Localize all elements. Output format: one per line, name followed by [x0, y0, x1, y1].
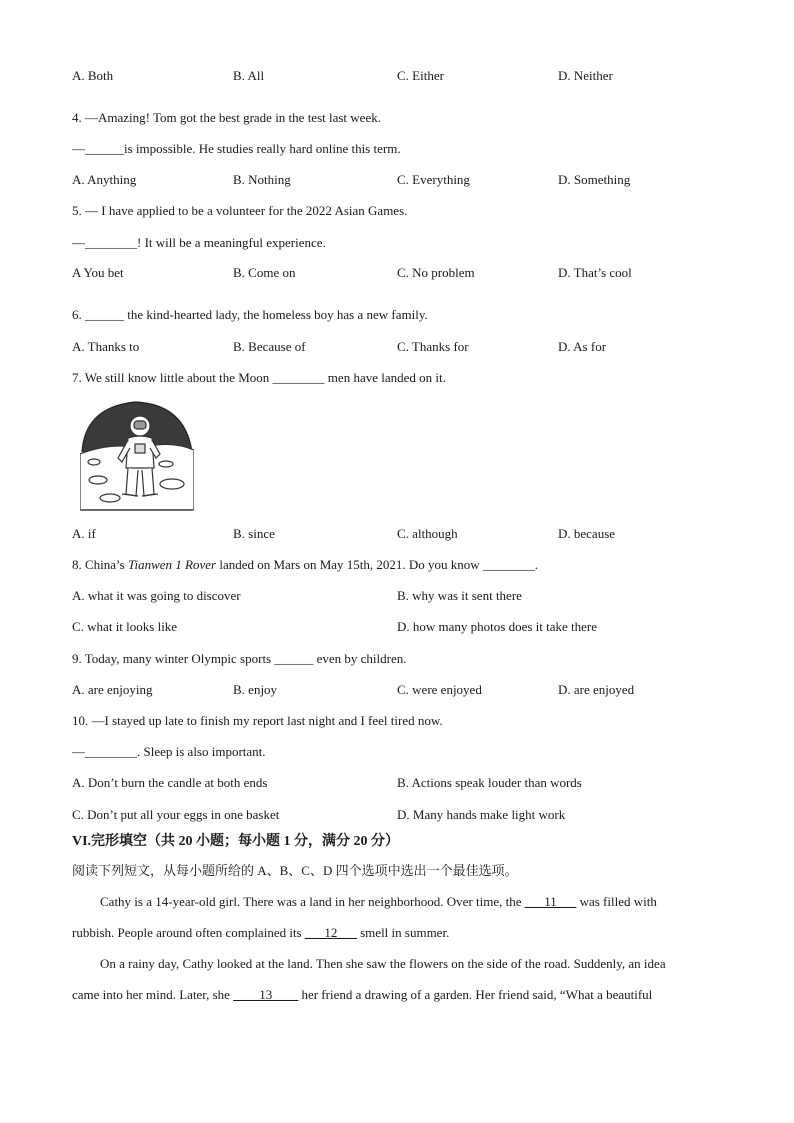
q10-option-b: B. Actions speak louder than words	[397, 775, 582, 790]
q4-option-b: B. Nothing	[233, 172, 291, 187]
passage-text-2b: came into her mind. Later, she	[72, 987, 234, 1002]
q5-option-d: D. That’s cool	[558, 265, 632, 280]
q8-stem-rover-name: Tianwen 1 Rover	[127, 557, 217, 572]
passage-line-2	[72, 925, 722, 941]
q7-option-a: A. if	[72, 526, 96, 541]
q10-stem: 10. —I stayed up late to finish my report last night and I feel tired now.	[72, 713, 443, 728]
q9-option-d: D. are enjoyed	[558, 682, 635, 697]
q10-option-c: C. Don’t put all your eggs in one basket	[72, 807, 280, 822]
q7-option-c: C. although	[397, 526, 458, 541]
q3-option-c: C. Either	[397, 68, 444, 83]
passage-text-1b: was filled with	[576, 894, 657, 909]
blank-13: ____13____	[233, 987, 299, 1002]
q8-option-a: A. what it was going to discover	[72, 588, 241, 603]
q8-stem-post: landed on Mars on May 15th, 2021. Do you know ________.	[216, 557, 539, 572]
q10-option-d: D. Many hands make light work	[397, 807, 566, 822]
q8-option-b: B. why was it sent there	[397, 588, 522, 603]
q5-option-a: A You bet	[72, 265, 124, 280]
q6-option-a: A. Thanks to	[72, 339, 140, 354]
q5-option-c: C. No problem	[397, 265, 475, 280]
q8-stem-pre: 8. China’s	[72, 557, 128, 572]
passage-line-3: On a rainy day, Cathy looked at the land. Then she saw the flowers on the side of the road. Suddenly, an idea	[100, 956, 666, 971]
q4-option-a: A. Anything	[72, 172, 137, 187]
q4-stem: 4. —Amazing! Tom got the best grade in the test last week.	[72, 110, 381, 125]
q7-option-b: B. since	[233, 526, 275, 541]
q3-option-d: D. Neither	[558, 68, 613, 83]
q7-option-d: D. because	[558, 526, 616, 541]
q9-option-a: A. are enjoying	[72, 682, 153, 697]
q5-response: —________! It will be a meaningful experience.	[72, 235, 326, 250]
q6-option-d: D. As for	[558, 339, 607, 354]
blank-11: ___11___	[524, 894, 577, 909]
q3-option-a: A. Both	[72, 68, 114, 83]
q5-option-b: B. Come on	[233, 265, 296, 280]
section-instruction: 阅读下列短文，从每小题所给的 A、B、C、D 四个选项中选出一个最佳选项。	[72, 863, 518, 878]
q6-stem: 6. ______ the kind-hearted lady, the homeless boy has a new family.	[72, 307, 428, 322]
q4-option-d: D. Something	[558, 172, 631, 187]
astronaut-on-moon-icon	[80, 392, 194, 512]
blank-12: ___12___	[304, 925, 357, 940]
q6-option-b: B. Because of	[233, 339, 306, 354]
passage-text-1d: smell in summer.	[356, 925, 450, 940]
section-heading: VI.完形填空（共 20 小题；每小题 1 分，满分 20 分）	[72, 834, 400, 849]
q4-option-c: C. Everything	[397, 172, 470, 187]
q8-option-c: C. what it looks like	[72, 619, 178, 634]
passage-text-1a: Cathy is a 14-year-old girl. There was a land in her neighborhood. Over time, the	[100, 894, 525, 909]
q10-response: —________. Sleep is also important.	[72, 744, 266, 759]
passage-text-2c: her friend a drawing of a garden. Her friend said, “What a beautiful	[298, 987, 653, 1002]
q8-option-d: D. how many photos does it take there	[397, 619, 598, 634]
q9-option-c: C. were enjoyed	[397, 682, 482, 697]
passage-line-4	[72, 987, 722, 1003]
q9-option-b: B. enjoy	[233, 682, 278, 697]
passage-line-1	[100, 894, 750, 910]
passage-text-1c: rubbish. People around often complained its	[72, 925, 305, 940]
q4-response: —______is impossible. He studies really hard online this term.	[72, 141, 401, 156]
q9-stem: 9. Today, many winter Olympic sports ______ even by children.	[72, 651, 407, 666]
q7-stem: 7. We still know little about the Moon ________ men have landed on it.	[72, 370, 446, 385]
q5-stem: 5. — I have applied to be a volunteer for the 2022 Asian Games.	[72, 203, 408, 218]
q6-option-c: C. Thanks for	[397, 339, 469, 354]
q8-stem	[72, 557, 538, 573]
q10-option-a: A. Don’t burn the candle at both ends	[72, 775, 268, 790]
q3-option-b: B. All	[233, 68, 265, 83]
